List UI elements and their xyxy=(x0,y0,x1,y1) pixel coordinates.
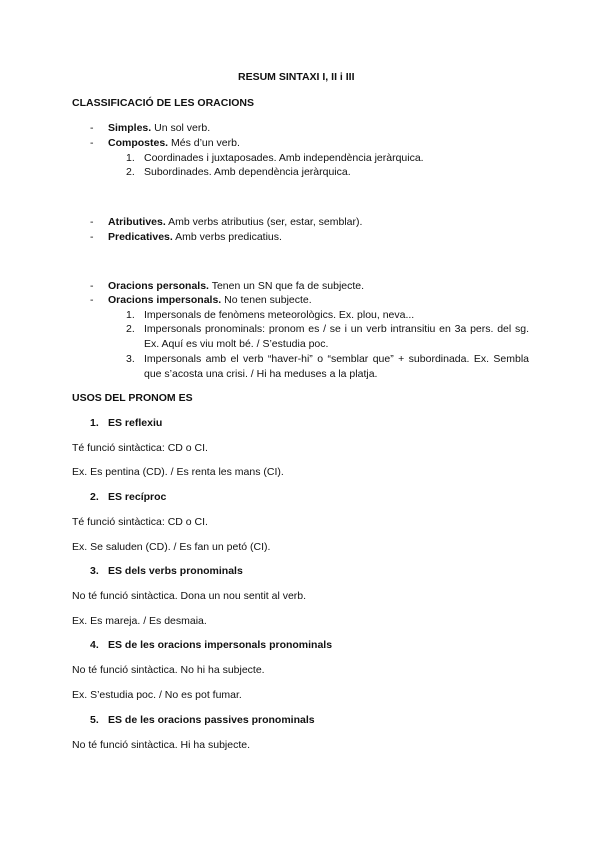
list-item: Compostes. Més d’un verb. xyxy=(108,137,240,149)
list-number: 5. xyxy=(90,714,99,726)
sub-list-item: Coordinades i juxtaposades. Amb independència jeràrquica. xyxy=(144,152,424,164)
bullet-dash: - xyxy=(90,216,94,228)
list-item: Predicatives. Amb verbs predicatius. xyxy=(108,231,282,243)
use-title: ES recíproc xyxy=(108,491,167,503)
use-title: ES de les oracions passives pronominals xyxy=(108,714,315,726)
section-heading-uses: USOS DEL PRONOM ES xyxy=(72,392,193,404)
bullet-dash: - xyxy=(90,280,94,292)
use-example: Ex. Es pentina (CD). / Es renta les mans (CI). xyxy=(72,466,284,478)
list-item: Oracions impersonals. No tenen subjecte. xyxy=(108,294,312,306)
sub-list-item: Impersonals de fenòmens meteorològics. Ex. plou, neva... xyxy=(144,309,415,321)
use-example: Ex. Es mareja. / Es desmaia. xyxy=(72,615,207,627)
use-example: Ex. Se saluden (CD). / Es fan un petó (CI). xyxy=(72,541,271,553)
list-item: Oracions personals. Tenen un SN que fa de subjecte. xyxy=(108,280,365,292)
sub-list-item: Subordinades. Amb dependència jeràrquica. xyxy=(144,166,351,178)
use-title: ES reflexiu xyxy=(108,417,163,429)
list-number: 1. xyxy=(126,309,135,321)
use-function: Té funció sintàctica: CD o CI. xyxy=(72,516,208,528)
bullet-dash: - xyxy=(90,137,94,149)
use-function: No té funció sintàctica. No hi ha subjecte. xyxy=(72,664,265,676)
document-title: RESUM SINTAXI I, II i III xyxy=(238,71,355,83)
bullet-dash: - xyxy=(90,294,94,306)
list-number: 2. xyxy=(90,491,99,503)
use-function: No té funció sintàctica. Dona un nou sentit al verb. xyxy=(72,590,307,602)
use-example: Ex. S’estudia poc. / No es pot fumar. xyxy=(72,689,242,701)
sub-list-item: Impersonals amb el verb “haver-hi” o “semblar que” + subordinada. Ex. Sembla que s’acosta una crisi. / Hi ha meduses a la platja. xyxy=(144,353,529,380)
list-number: 2. xyxy=(126,166,135,178)
list-number: 2. xyxy=(126,323,135,335)
list-number: 3. xyxy=(90,565,99,577)
use-function: Té funció sintàctica: CD o CI. xyxy=(72,442,208,454)
list-number: 3. xyxy=(126,353,135,365)
use-title: ES dels verbs pronominals xyxy=(108,565,243,577)
list-number: 4. xyxy=(90,639,99,651)
sub-list-item: Impersonals pronominals: pronom es / se i un verb intransitiu en 3a pers. del sg. Ex. Aquí es viu molt bé. / S’estudia poc. xyxy=(144,323,529,350)
list-number: 1. xyxy=(90,417,99,429)
section-heading-classification: CLASSIFICACIÓ DE LES ORACIONS xyxy=(72,97,255,109)
use-function: No té funció sintàctica. Hi ha subjecte. xyxy=(72,739,251,751)
list-item: Simples. Un sol verb. xyxy=(108,122,211,134)
list-number: 1. xyxy=(126,152,135,164)
use-title: ES de les oracions impersonals pronominals xyxy=(108,639,333,651)
list-item: Atributives. Amb verbs atributius (ser, estar, semblar). xyxy=(108,216,363,228)
bullet-dash: - xyxy=(90,122,94,134)
bullet-dash: - xyxy=(90,231,94,243)
